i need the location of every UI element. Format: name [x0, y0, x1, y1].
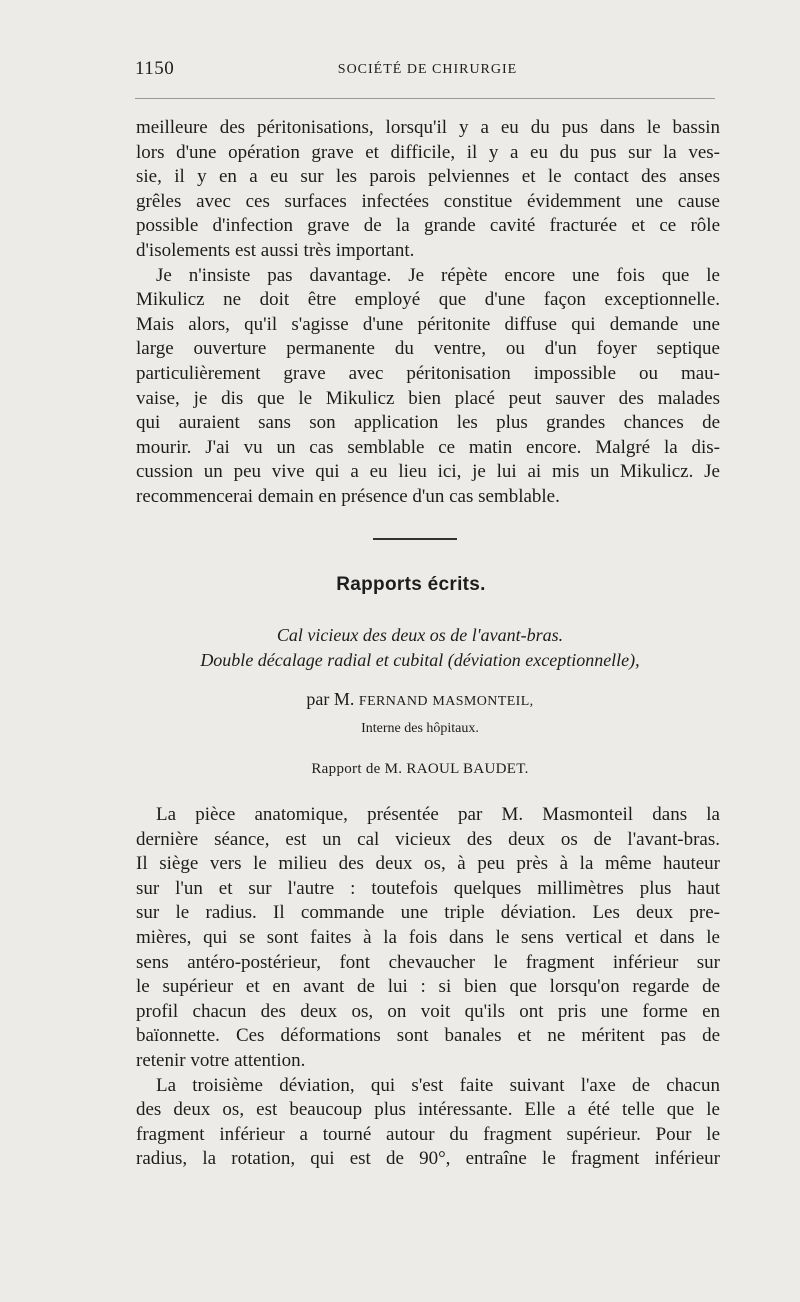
text-line: profil chacun des deux os, on voit qu'ils ont pris une forme en — [136, 1000, 720, 1022]
text-line: baïonnette. Ces déformations sont banales et ne méritent pas de — [136, 1025, 720, 1047]
closing-paragraph — [136, 264, 720, 510]
text-line: sur l'un et sur l'autre : toutefois quelques millimètres plus haut — [136, 877, 720, 899]
author-affiliation: Interne des hôpitaux. — [361, 721, 479, 736]
text-line: qui auraient sans son application les plus grandes chances de — [136, 412, 720, 434]
text-line: des deux os, est beaucoup plus intéressante. Elle a été telle que le — [136, 1099, 720, 1121]
text-line: radius, la rotation, qui est de 90°, entraîne le fragment inférieur — [136, 1148, 720, 1170]
running-title: SOCIÉTÉ DE CHIRURGIE — [337, 62, 518, 77]
text-line: sur le radius. Il commande une triple déviation. Les deux pre- — [136, 902, 720, 924]
header-rule — [135, 98, 715, 99]
report-paragraph-2 — [136, 1074, 720, 1172]
section-title: Rapports écrits. — [336, 574, 486, 595]
text-line: Mikulicz ne doit être employé que d'une façon exceptionnelle. — [136, 289, 720, 311]
page-header — [135, 58, 720, 88]
text-line: recommencerai demain en présence d'un cas semblable. — [136, 485, 560, 507]
article-title-line-1: Cal vicieux des deux os de l'avant-bras. — [276, 625, 564, 645]
section-separator — [373, 538, 457, 540]
author-prefix: par M. — [306, 689, 355, 709]
report-paragraph-1 — [136, 803, 720, 1074]
text-line: large ouverture permanente du ventre, ou d'un foyer septique — [136, 338, 720, 360]
text-line: vaise, je dis que le Mikulicz bien placé peut sauver des malades — [136, 387, 720, 409]
text-line: mières, qui se sont faites à la fois dans le sens vertical et dans le — [136, 926, 720, 948]
text-line: sie, il y en a eu sur les parois pelviennes et le contact des anses — [136, 166, 720, 188]
text-line: le supérieur et en avant de lui : si bien que lorsqu'on regarde de — [136, 976, 720, 998]
text-line: particulièrement grave avec péritonisation impossible ou mau- — [136, 362, 720, 384]
page-number: 1150 — [135, 58, 175, 79]
text-line: Il siège vers le milieu des deux os, à peu près à la même hauteur — [136, 853, 720, 875]
author-first-name: FERNAND — [358, 694, 428, 709]
text-line: Je n'insiste pas davantage. Je répète encore une fois que le — [156, 264, 720, 286]
text-line: fragment inférieur a tourné autour du fragment supérieur. Pour le — [136, 1123, 720, 1145]
text-line: Mais alors, qu'il s'agisse d'une péritonite diffuse qui demande une — [136, 313, 720, 335]
text-line: sens antéro-postérieur, font chevaucher le fragment inférieur sur — [136, 951, 720, 973]
text-line: grêles avec ces surfaces infectées constitue évidemment une cause — [136, 190, 720, 212]
continuation-paragraph — [136, 116, 720, 264]
author-line — [0, 689, 800, 710]
article-title-line-2: Double décalage radial et cubital (déviation exceptionnelle), — [200, 650, 640, 670]
text-line: La pièce anatomique, présentée par M. Masmonteil dans la — [156, 804, 720, 825]
text-line: mourir. J'ai vu un cas semblable ce matin encore. Malgré la dis- — [136, 436, 720, 458]
text-line: meilleure des péritonisations, lorsqu'il y a eu du pus dans le bassin — [136, 117, 720, 138]
text-line: lors d'une opération grave et difficile, il y a eu du pus sur la ves- — [136, 141, 720, 163]
text-line: cussion un peu vive qui a eu lieu ici, je lui ai mis un Mikulicz. Je — [136, 461, 720, 483]
text-line: possible d'infection grave de la grande cavité fracturée et ce rôle — [136, 215, 720, 237]
text-line: retenir votre attention. — [136, 1049, 306, 1071]
reporter-line: Rapport de M. RAOUL BAUDET. — [311, 761, 529, 777]
text-line: d'isolements est aussi très important. — [136, 239, 415, 261]
author-last-name: MASMONTEIL, — [432, 694, 534, 709]
text-line: dernière séance, est un cal vicieux des deux os de l'avant-bras. — [136, 828, 720, 850]
text-line: La troisième déviation, qui s'est faite suivant l'axe de chacun — [156, 1074, 720, 1096]
